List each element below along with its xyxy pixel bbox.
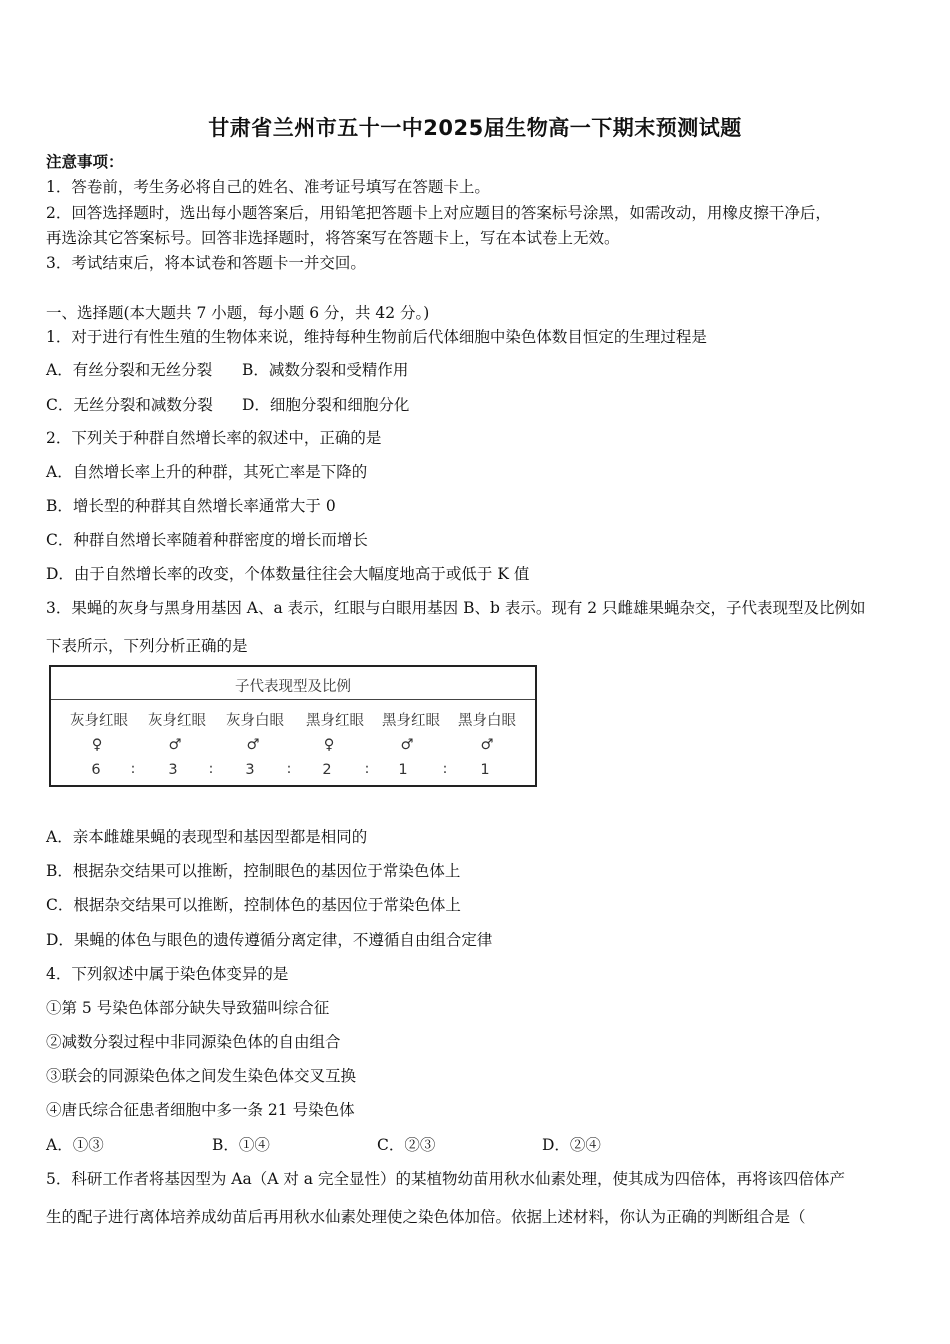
- table-phenotype: 黑身白眼: [458, 713, 516, 729]
- q4-statement: ①第 5 号染色体部分缺失导致猫叫综合征: [46, 999, 330, 1017]
- q1-option-c: C．无丝分裂和减数分裂: [46, 396, 213, 414]
- table-ratio: 3: [245, 762, 255, 778]
- q3-option-c: C．根据杂交结果可以推断，控制体色的基因位于常染色体上: [46, 896, 461, 914]
- q1-option-a: A．有丝分裂和无丝分裂: [46, 361, 213, 379]
- ratio-separator: :: [130, 761, 136, 777]
- notice-item: 3．考试结束后，将本试卷和答题卡一并交回。: [46, 254, 366, 272]
- notice-heading: 注意事项：: [46, 152, 124, 171]
- q2-option-a: A．自然增长率上升的种群，其死亡率是下降的: [46, 463, 368, 481]
- table-phenotype: 灰身白眼: [226, 713, 284, 729]
- table-ratio: 3: [168, 762, 178, 778]
- table-phenotype: 黑身红眼: [382, 713, 440, 729]
- q1-option-b: B．减数分裂和受精作用: [242, 361, 409, 379]
- ratio-separator: :: [208, 761, 214, 777]
- table-ratio: 1: [398, 762, 408, 778]
- q2-option-c: C．种群自然增长率随着种群密度的增长而增长: [46, 531, 368, 549]
- question-3-stem: 3．果蝇的灰身与黑身用基因 A、a 表示，红眼与白眼用基因 B、b 表示。现有 2 只雌雄果蝇杂交，子代表现型及比例如: [46, 599, 866, 617]
- q4-option-a: A．①③: [46, 1136, 104, 1154]
- question-5-stem-cont: 生的配子进行离体培养成幼苗后再用秋水仙素处理使之染色体加倍。依据上述材料，你认为正确的判断组合是（: [46, 1208, 806, 1226]
- question-3-stem-cont: 下表所示，下列分析正确的是: [46, 637, 248, 655]
- table-phenotype: 灰身红眼: [148, 713, 206, 729]
- male-symbol-icon: ♂: [246, 737, 260, 753]
- male-symbol-icon: ♂: [400, 737, 414, 753]
- q4-option-c: C．②③: [377, 1136, 436, 1154]
- question-5-stem: 5．科研工作者将基因型为 Aa（A 对 a 完全显性）的某植物幼苗用秋水仙素处理，使其成为四倍体，再将该四倍体产: [46, 1170, 845, 1188]
- table-ratio: 1: [480, 762, 490, 778]
- notice-item: 再选涂其它答案标号。回答非选择题时，将答案写在答题卡上，写在本试卷上无效。: [46, 229, 620, 247]
- ratio-separator: :: [286, 761, 292, 777]
- q4-statement: ③联会的同源染色体之间发生染色体交叉互换: [46, 1067, 357, 1085]
- ratio-separator: :: [442, 761, 448, 777]
- table-ratio: 2: [322, 762, 332, 778]
- table-caption: 子代表现型及比例: [235, 679, 351, 695]
- q3-option-d: D．果蝇的体色与眼色的遗传遵循分离定律，不遵循自由组合定律: [46, 931, 493, 949]
- q1-option-d: D．细胞分裂和细胞分化: [242, 396, 410, 414]
- table-phenotype: 灰身红眼: [70, 713, 128, 729]
- question-4-stem: 4．下列叙述中属于染色体变异的是: [46, 965, 289, 983]
- male-symbol-icon: ♂: [168, 737, 182, 753]
- ratio-separator: :: [364, 761, 370, 777]
- notice-item: 1．答卷前，考生务必将自己的姓名、准考证号填写在答题卡上。: [46, 178, 490, 196]
- male-symbol-icon: ♂: [480, 737, 494, 753]
- female-symbol-icon: ♀: [323, 737, 335, 753]
- q4-option-b: B．①④: [212, 1136, 270, 1154]
- q2-option-d: D．由于自然增长率的改变，个体数量往往会大幅度地高于或低于 K 值: [46, 565, 530, 583]
- page-title: 甘肃省兰州市五十一中2025届生物高一下期末预测试题: [208, 116, 742, 140]
- table-ratio: 6: [91, 762, 101, 778]
- female-symbol-icon: ♀: [91, 737, 103, 753]
- question-1-stem: 1．对于进行有性生殖的生物体来说，维持每种生物前后代体细胞中染色体数目恒定的生理过程是: [46, 328, 707, 346]
- q4-statement: ②减数分裂过程中非同源染色体的自由组合: [46, 1033, 341, 1051]
- offspring-table: [49, 665, 537, 787]
- table-phenotype: 黑身红眼: [306, 713, 364, 729]
- q3-option-a: A．亲本雌雄果蝇的表现型和基因型都是相同的: [46, 828, 368, 846]
- table-rule: [51, 699, 535, 700]
- q3-option-b: B．根据杂交结果可以推断，控制眼色的基因位于常染色体上: [46, 862, 461, 880]
- section-heading: 一、选择题(本大题共 7 小题，每小题 6 分，共 42 分。): [46, 304, 430, 322]
- question-2-stem: 2．下列关于种群自然增长率的叙述中，正确的是: [46, 429, 382, 447]
- notice-item: 2．回答选择题时，选出每小题答案后，用铅笔把答题卡上对应题目的答案标号涂黑，如需改动，用橡皮擦干净后，: [46, 204, 831, 222]
- q4-statement: ④唐氏综合征患者细胞中多一条 21 号染色体: [46, 1101, 355, 1119]
- q2-option-b: B．增长型的种群其自然增长率通常大于 0: [46, 497, 336, 515]
- q4-option-d: D．②④: [542, 1136, 601, 1154]
